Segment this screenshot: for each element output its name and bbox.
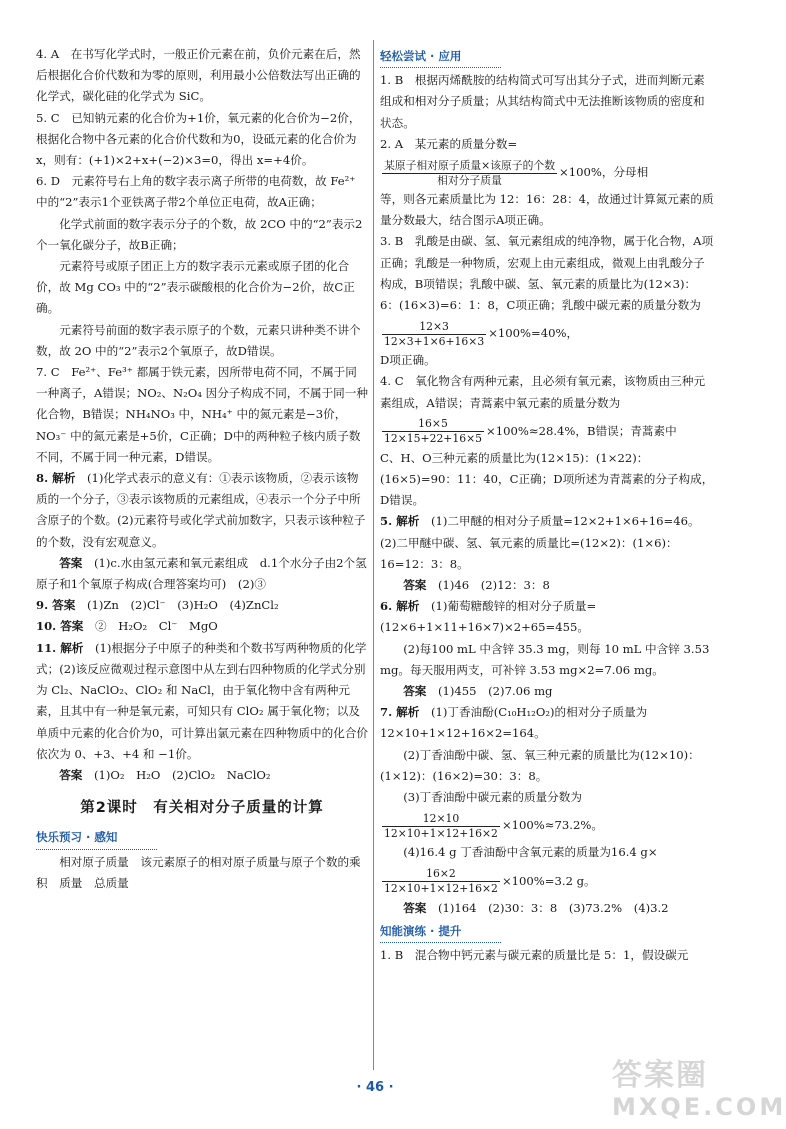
answer-label: 10. 答案: [36, 619, 84, 634]
watermark-en: MXQE.COM: [612, 1093, 786, 1121]
answer-7: 7. C Fe²⁺、Fe³⁺ 都属于铁元素，因所带电荷不同，不属于同一种离子，A错误；NO₂、N₂O₄ 因分子构成不同，不属于同一种化合物，B错误；NH₄NO₃ 中，NH₄⁺ 中的氮元素是−3价，NO₃⁻ 中的氮元素是+5价，C正确；D中的两种粒子核内质子数不同，不属于同一种元素，D错误。: [36, 365, 368, 464]
analysis-text: (1)化学式表示的意义有：①表示该物质，②表示该物质的一个分子，③表示该物质的元素组成，④表示一个分子中所含原子的个数。(2)元素符号或化学式前加数字，只表示该种粒子的个数，没有宏观意义。: [36, 471, 366, 549]
answer-9: [36, 595, 368, 616]
drill-answer-1: 1. B 混合物中钙元素与碳元素的质量比是 5：1，假设碳元: [380, 947, 689, 962]
answer-11: [36, 638, 368, 765]
analysis-label: 8. 解析: [36, 471, 76, 486]
try-answer-2: 2. A 某元素的质量分数=: [380, 136, 518, 151]
page-number: · 46 ·: [356, 1080, 394, 1095]
answer-label: 答案: [403, 684, 427, 699]
fraction: $\frac{12\times 3}{12\times 3+1\times 6+16\times 3}$: [384, 319, 485, 348]
analysis-label: 6. 解析: [380, 599, 420, 614]
answer-8-key: [36, 553, 368, 595]
right-column: [380, 44, 715, 966]
try-answer-2-formula: $\frac{\text{某原子相对原子质量×该原子的个数}}{\text{相对分子质量}}$ ×100%，分母相: [384, 158, 649, 187]
try-answer-7-c: (3)丁香油酚中碳元素的质量分数为: [403, 790, 582, 805]
try-answer-6-b: (2)每100 mL 中含锌 35.3 mg，则每 10 mL 中含锌 3.53 mg。每天服用两支，可补锌 3.53 mg×2=7.06 mg。: [380, 641, 710, 677]
try-answer-6-key: [380, 681, 715, 702]
try-answer-3-b: D项正确。: [380, 353, 436, 368]
try-answer-3-formula: $\frac{12\times 3}{12\times 3+1\times 6+16\times 3}$ ×100%=40%，: [384, 319, 579, 348]
left-column: [36, 44, 368, 894]
fraction: $\frac{\text{某原子相对原子质量×该原子的个数}}{\text{相对分子质量}}$: [384, 158, 555, 187]
fraction: $\frac{16\times 2}{12\times 10+1\times 12+16\times 2}$: [384, 867, 498, 895]
answer-label: 9. 答案: [36, 598, 76, 613]
section-heading-preview: 快乐预习 · 感知: [36, 827, 157, 849]
fraction: $\frac{16\times 5}{12\times 15+22+16\times 5}$: [384, 417, 483, 446]
answer-5: 5. C 已知钠元素的化合价为+1价，氧元素的化合价为−2价，根据化合物中各元素的化合价代数和为0，设砥元素的化合价为 x，则有：(+1)×2+x+(−2)×3=0，得出 x=+4价。: [36, 110, 361, 168]
answer-label: 答案: [403, 578, 427, 593]
answer-text: (1)164 (2)30：3：8 (3)73.2% (4)3.2: [438, 900, 669, 915]
answer-6-d: 元素符号前面的数字表示原子的个数，元素只讲种类不讲个数，故 2O 中的“2”表示2个氧原子，故D错误。: [36, 322, 361, 358]
analysis-text: (1)丁香油酚(C₁₀H₁₂O₂)的相对分子质量为12×10+1×12+16×2=164。: [380, 705, 648, 741]
analysis-label: 5. 解析: [380, 514, 420, 529]
try-answer-7-formula-2: $\frac{16\times 2}{12\times 10+1\times 12+16\times 2}$ ×100%=3.2 g。: [384, 867, 596, 895]
answer-text: (1)c.水由氢元素和氧元素组成 d.1个水分子由2个氢原子和1个氧原子构成(合理答案均可) (2)③: [36, 555, 367, 592]
analysis-label: 11. 解析: [36, 640, 84, 655]
section-heading-try: 轻松尝试 · 应用: [380, 46, 501, 68]
answer-label: 答案: [403, 900, 427, 915]
watermark-cn: 答案圈: [612, 1058, 708, 1093]
answer-label: 答案: [59, 555, 83, 570]
answer-text: (1)O₂ H₂O (2)ClO₂ NaClO₂: [94, 767, 271, 782]
try-answer-7-d: (4)16.4 g 丁香油酚中含氧元素的质量为16.4 g×: [403, 845, 658, 860]
answer-11-key: [36, 765, 368, 786]
answer-4: 4. A 在书写化学式时，一般正价元素在前，负价元素在后，然后根据化合价代数和为零的原则，利用最小公倍数法写出正确的化学式，碳化硅的化学式为 SiC。: [36, 47, 361, 104]
try-answer-5-key: [380, 575, 715, 596]
try-answer-1: 1. B 根据丙烯酰胺的结构简式可写出其分子式，进而判断元素组成和相对分子质量；从其结构简式中无法推断该物质的密度和状态。: [380, 73, 705, 130]
try-answer-7-key: [380, 898, 715, 919]
column-divider: [373, 40, 374, 1070]
try-answer-7-b: (2)丁香油酚中碳、氢、氧三种元素的质量比为(12×10)：(1×12)：(16×2)=30：3：8。: [380, 747, 700, 783]
try-answer-4: 4. C 氧化物含有两种元素，且必须有氧元素，该物质由三种元素组成，A错误；青蒿素中氧元素的质量分数为: [380, 374, 706, 410]
answer-text: (1)455 (2)7.06 mg: [438, 684, 553, 699]
try-answer-3: 3. B 乳酸是由碳、氢、氧元素组成的纯净物，属于化合物，A项正确；乳酸是一种物质，宏观上由元素组成，微观上由乳酸分子构成，B项错误；乳酸中碳、氢、氧元素的质量比为(12×3)：6：(16×3)=6：1：8，C项正确；乳酸中碳元素的质量分数为: [380, 234, 714, 313]
try-answer-6: [380, 596, 715, 638]
try-answer-7: [380, 702, 715, 744]
answer-6: 6. D 元素符号右上角的数字表示离子所带的电荷数，故 Fe²⁺ 中的“2”表示1个亚铁离子带2个单位正电荷，故A正确；: [36, 174, 356, 210]
try-answer-7-formula-1: $\frac{12\times 10}{12\times 10+1\times 12+16\times 2}$ ×100%≈73.2%。: [384, 811, 603, 840]
answer-text: ② H₂O₂ Cl⁻ MgO: [95, 619, 218, 634]
analysis-text: (1)二甲醚的相对分子质量=12×2+1×6+16=46。(2)二甲醚中碳、氢、氧元素的质量比=(12×2)：(1×6)：16=12：3：8。: [380, 514, 700, 571]
try-answer-4-formula: $\frac{16\times 5}{12\times 15+22+16\times 5}$ ×100%≈28.4%，B错误；青蒿素中: [384, 417, 677, 446]
answer-6-c: 元素符号或原子团正上方的数字表示元素或原子团的化合价，故 Mg CO₃ 中的“2”表示碳酸根的化合价为−2价，故C正确。: [36, 259, 355, 316]
answer-text: (1)46 (2)12：3：8: [438, 578, 550, 593]
try-answer-2-b: 等，则各元素质量比为 12：16：28：4，故通过计算氮元素的质量分数最大，结合图示A项正确。: [380, 192, 714, 228]
watermark-logo: [612, 1058, 786, 1124]
answer-text: (1)Zn (2)Cl⁻ (3)H₂O (4)ZnCl₂: [86, 598, 279, 613]
answer-10: [36, 616, 368, 637]
answer-6-b: 化学式前面的数字表示分子的个数，故 2CO 中的“2”表示2个一氧化碳分子，故B正确；: [36, 216, 363, 252]
try-answer-5: [380, 511, 715, 575]
analysis-text: (1)葡萄糖酸锌的相对分子质量=(12×6+1×11+16×7)×2+65=455。: [380, 599, 597, 635]
section-heading-drill: 知能演练 · 提升: [380, 921, 501, 943]
answer-8: [36, 468, 368, 553]
answer-label: 答案: [59, 767, 83, 782]
preview-text: 相对原子质量 该元素原子的相对原子质量与原子个数的乘积 质量 总质量: [36, 854, 361, 890]
analysis-text: (1)根据分子中原子的种类和个数书写两种物质的化学式；(2)该反应微观过程示意图中从左到右四种物质的化学式分别为 Cl₂、NaClO₂、ClO₂ 和 NaCl，由于氧化物中含有两种元素，且其中有一种是氧元素，可知只有 ClO₂ 属于氧化物；以及单质中元素的化合价为0，可计算出氯元素在四种物质中的化合价依次为 0、+3、+4 和 −1价。: [36, 640, 369, 761]
lesson-title: 第2课时 有关相对分子质量的计算: [80, 800, 324, 817]
analysis-label: 7. 解析: [380, 705, 420, 720]
try-answer-4-b: C、H、O三种元素的质量比为(12×15)：(1×22)：(16×5)=90：11：40，C正确；D项所述为青蒿素的分子构成，D错误。: [380, 450, 714, 508]
fraction: $\frac{12\times 10}{12\times 10+1\times 12+16\times 2}$: [384, 811, 498, 840]
